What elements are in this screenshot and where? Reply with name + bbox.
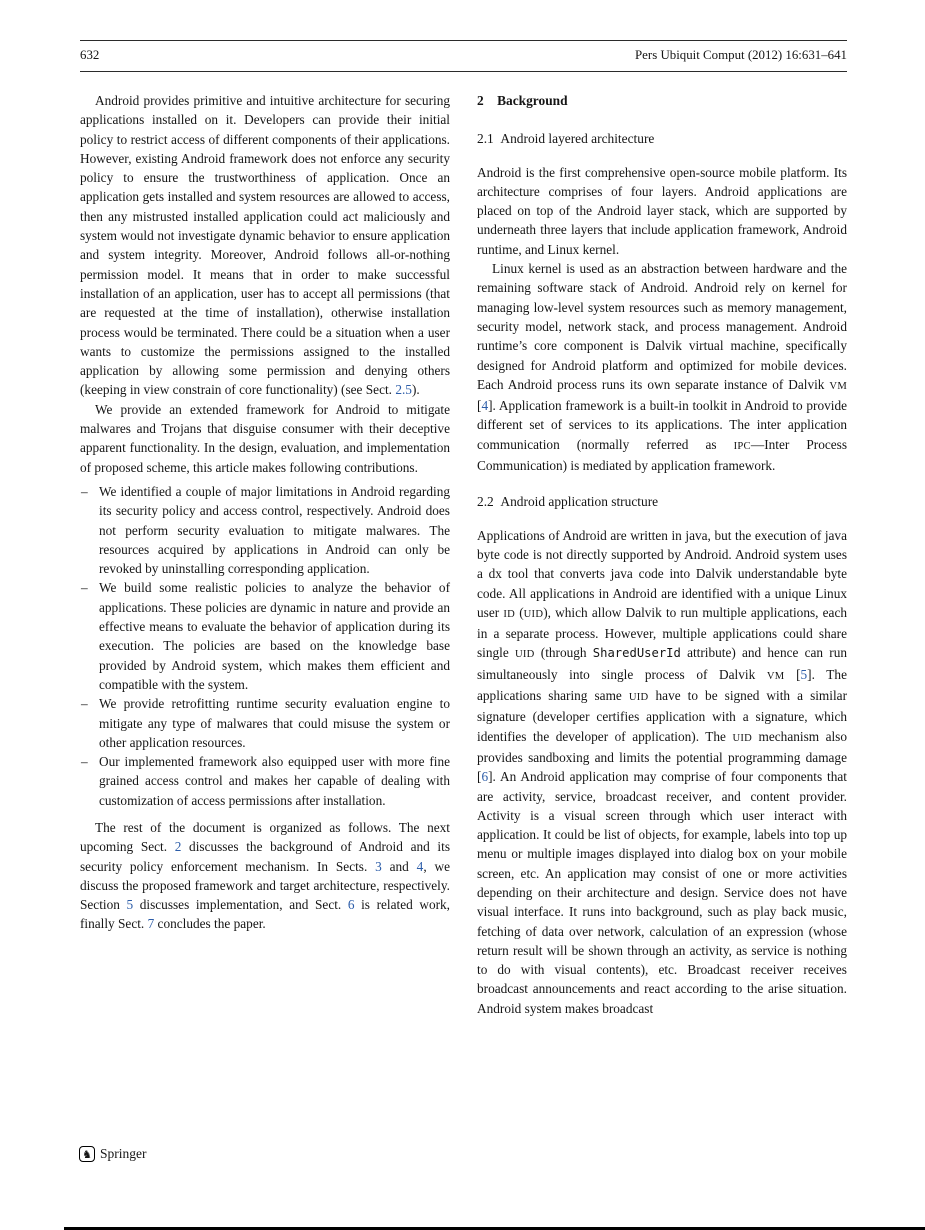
header-bottom-rule: [80, 71, 847, 72]
text-run: Applications of Android are written in java, but the execution of java byte code is not directly supported by Android. Android system uses a dx tool that converts java code into Dalvik understandable byte code. All applications in Android are identified with a unique Linux user: [477, 527, 847, 620]
ref-link[interactable]: 2: [174, 839, 182, 855]
list-item: [80, 578, 450, 694]
running-head: [80, 49, 847, 62]
ref-link[interactable]: 4: [481, 398, 489, 414]
dash-marker: –: [81, 580, 88, 596]
springer-logo-icon: [79, 1146, 95, 1162]
left-column: [80, 91, 450, 1018]
smallcaps-text: ID: [503, 608, 516, 620]
ref-link[interactable]: 2.5: [395, 382, 412, 398]
ref-link[interactable]: 6: [481, 769, 489, 785]
list-item-text: [99, 696, 450, 750]
text-run: Android provides primitive and intuitive architecture for securing applications installed on it. Developers can provide their initial policy to restrict access of different components of their applications. However, existing Android framework does not enforce any security policy to ensure the trustworthiness of application. Once an application gets installed and system resources are allowed to access, then any mistrusted installed application could act maliciously and system would not investigate dynamic behavior to ensure application and system integrity. Moreover, Android follows all-or-nothing permission model. It means that in order to make successful installation of an application, user has to accept all permissions (that are requested at the time of installation), otherwise installation process would be terminated. There could be a situation when a user wants to customize the permissions assigned to the installed application by allowing some permission and denying others (keeping in view constrain of core functionality) (see Sect.: [80, 93, 450, 398]
code-inline: SharedUserId: [592, 646, 681, 661]
text-run: We build some realistic policies to analyze the behavior of applications. These policies are dynamic in nature and provide an effective means to evaluate the behavior of application during its execution. The policies are based on the knowledge base provided by Android system, which makes them efficient and compatible with the system.: [99, 580, 450, 692]
journal-citation: Pers Ubiquit Comput (2012) 16:631–641: [635, 48, 847, 62]
paragraph-intro: [80, 91, 450, 400]
text-run: ), which allow Dalvik to run multiple applications, each in a separate process. However, multiple applications could share single: [477, 604, 848, 661]
text-run: ]. Application framework is a built-in toolkit in Android to provide different set of services to its applications. The inter application communication (normally referred as: [477, 398, 847, 452]
text-run: ).: [411, 382, 420, 398]
text-run: and: [381, 858, 417, 874]
list-item-text: [99, 754, 450, 808]
ref-link[interactable]: 3: [375, 858, 382, 874]
text-run: discusses the background of Android and its security policy enforcement mechanism. In Sects.: [80, 839, 450, 874]
smallcaps-text: IPC: [733, 440, 751, 452]
text-run: We provide an extended framework for Android to mitigate malwares and Trojans that disguise consumer with their deceptive apparent functionality. In the design, evaluation, and implementation of proposed scheme, this article makes following contributions.: [80, 401, 450, 475]
paragraph-architecture-1: [477, 163, 847, 259]
two-column-body: [80, 91, 847, 1018]
text-run: The rest of the document is organized as follows. The next upcoming Sect.: [80, 819, 450, 855]
text-run: ]. The applications sharing same: [477, 666, 847, 704]
text-run: Android is the first comprehensive open-source mobile platform. Its architecture comprises of four layers. Android applications are placed on top of the Android layer stack, which are supported by underneath three layers that include application framework, Android runtime, and Linux kernel.: [477, 164, 847, 257]
text-run: [: [477, 398, 482, 414]
text-run: (through: [534, 645, 593, 661]
text-run: Our implemented framework also equipped user with more fine grained access control and makes her capable of dealing with customization of access permissions after installation.: [99, 754, 450, 808]
subsection-heading-layered-architecture: 2.1 Android layered architecture: [477, 131, 655, 147]
contributions-list: [80, 482, 450, 810]
text-run: mechanism also provides sandboxing and limits the potential programming damage [: [477, 728, 847, 785]
paragraph-application-structure: [477, 526, 847, 1018]
publisher-name: Springer: [100, 1146, 147, 1161]
paragraph-roadmap: [80, 818, 450, 934]
section-heading-background: 2 Background: [477, 93, 568, 108]
list-item: [80, 482, 450, 578]
smallcaps-text: UID: [628, 692, 649, 704]
smallcaps-text: UID: [732, 732, 753, 744]
ref-link[interactable]: 6: [347, 897, 355, 913]
smallcaps-text: UID: [514, 649, 535, 661]
right-column: [477, 91, 847, 1018]
ref-link[interactable]: 4: [416, 858, 424, 874]
header-top-rule: [80, 40, 847, 41]
text-run: We identified a couple of major limitations in Android regarding its security policy and access control, respectively. Android does not perform security evaluation to mitigate malwares. The resources acquired by applications in Android can only be revoked by uninstalling corresponding application.: [99, 483, 450, 577]
text-run: have to be signed with a similar signature (developer certifies application with a signature, which identifies the developer of application). The: [477, 688, 847, 744]
smallcaps-text: UID: [523, 608, 544, 620]
text-run: is related work, finally Sect.: [80, 897, 451, 932]
text-run: ]. An Android application may comprise of four components that are activity, service, broadcast receiver, and content provider. Activity is a visual screen through which user interact with application. It could be list of objects, for example, labels into top up menu or multiple images displayed into dialog box on your mobile screen, etc. An application may consist of one or more activities depending on their architecture and design. Service does not have visual interface. It runs into background, such as play back music, fetching of data over network, calculation of an expression (whose return result will be shown through an activity, as service is nothing to do with visual contents), etc. Broadcast receiver receives broadcast announcements and react according to the arise situation. Android system makes broadcast: [477, 769, 847, 1016]
smallcaps-text: VM: [829, 380, 847, 392]
dash-marker: –: [81, 696, 88, 712]
horse-icon: ♞: [82, 1147, 92, 1161]
text-run: [: [784, 666, 801, 682]
ref-link[interactable]: 7: [147, 916, 155, 932]
text-run: Linux kernel is used as an abstraction between hardware and the remaining software stack of Android. Android rely on kernel for managing low-level system resources such as memory management, security model, network stack, and process management. Android runtime’s core component is Dalvik virtual machine, specifically designed for Android platform and optimized for mobile devices. Each Android process runs its own separate instance of Dalvik: [477, 261, 847, 392]
dash-marker: –: [81, 754, 88, 770]
paragraph-contributions-lead: [80, 400, 450, 477]
list-item: [80, 694, 450, 752]
paragraph-architecture-2: [477, 259, 847, 475]
dash-marker: –: [81, 483, 88, 499]
ref-link[interactable]: 5: [800, 666, 808, 682]
text-run: We provide retrofitting runtime security evaluation engine to mitigate any type of malwares that could misuse the system or other application resources.: [99, 696, 450, 750]
list-item: [80, 752, 450, 810]
text-run: —Inter Process Communication) is mediated by application framework.: [477, 436, 847, 474]
list-item-text: [99, 580, 450, 691]
text-run: , we discuss the proposed framework and target architecture, respectively. Section: [80, 858, 450, 913]
subsection-heading-application-structure: 2.2 Android application structure: [477, 494, 659, 510]
text-run: concludes the paper.: [154, 916, 266, 932]
footer: [79, 1146, 147, 1162]
text-run: attribute) and hence can run simultaneously into single process of Dalvik: [477, 645, 848, 682]
text-run: discusses implementation, and Sect.: [133, 897, 348, 913]
text-run: (: [515, 604, 524, 620]
page-number: 632: [80, 48, 100, 62]
list-item-text: [99, 484, 450, 576]
ref-link[interactable]: 5: [126, 897, 134, 913]
smallcaps-text: VM: [766, 670, 785, 682]
